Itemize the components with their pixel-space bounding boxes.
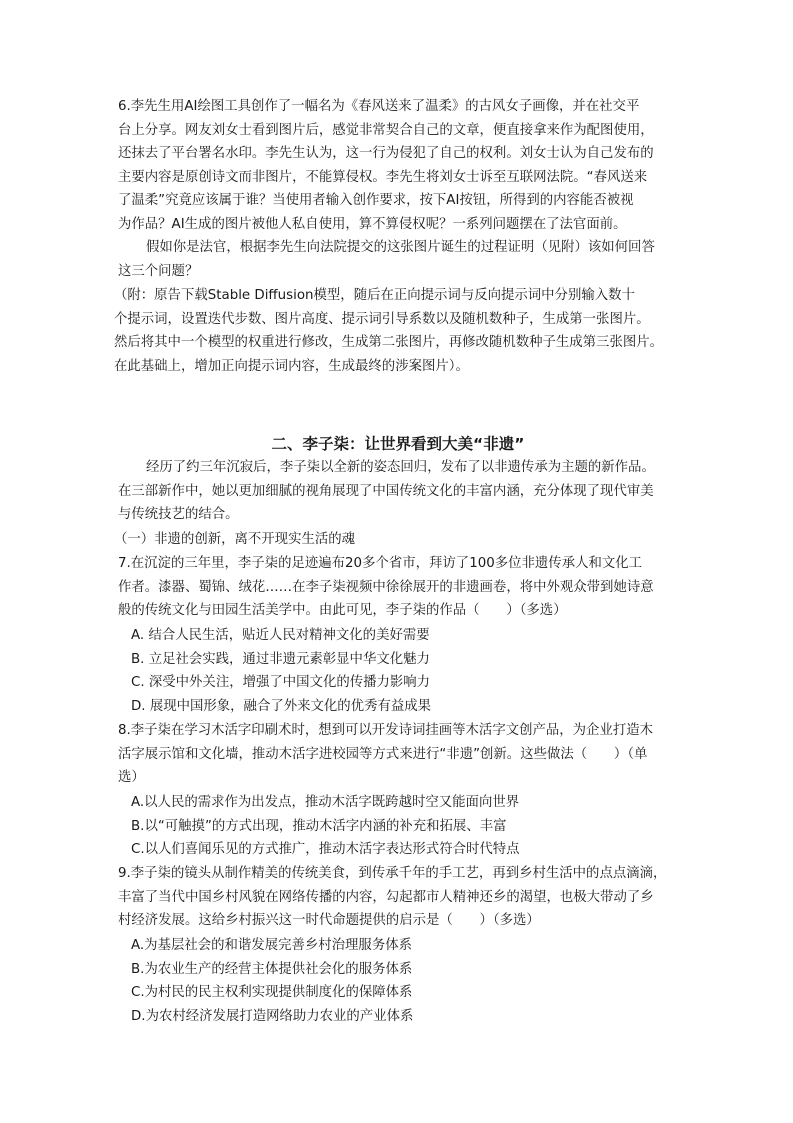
text-line: 个提示词，设置迭代步数、图片高度、提示词引导系数以及随机数种子，生成第一张图片。: [114, 311, 650, 327]
option-a: A. 结合人民生活，贴近人民对精神文化的美好需要: [131, 628, 430, 643]
text-line: 7.在沉淀的三年里，李子柒的足迹遍布20多个省市，拜访了100多位非遗传承人和文化工: [118, 556, 643, 571]
question-8-text: [118, 719, 698, 790]
question-7-options: [118, 624, 698, 718]
text-line: 村经济发展。这给乡村振兴这一时代命题提供的启示是（ ）（多选）: [118, 913, 540, 929]
question-8-options: [118, 791, 698, 862]
text-line: 与传统技艺的结合。: [118, 507, 239, 523]
text-line: （一）非遗的创新，离不开现实生活的魂: [114, 532, 356, 547]
text-line: 经历了约三年沉寂后，李子柒以全新的姿态回归，发布了以非遗传承为主题的新作品。: [146, 460, 655, 475]
text-line: 在此基础上，增加正向提示词内容，生成最终的涉案图片）。: [114, 358, 469, 374]
text-line: 了温柔”究竟应该属于谁？当使用者输入创作要求，按下AI按钮，所得到的内容能否被视: [118, 193, 634, 209]
option-a: A.以人民的需求作为出发点，推动木活字既跨越时空又能面向世界: [131, 795, 520, 810]
text-line: （附：原告下载Stable Diffusion模型，随后在正向提示词与反向提示词中分别输入数十: [114, 288, 635, 303]
option-c: C. 深受中外关注，增强了中国文化的传播力影响力: [131, 675, 431, 691]
question-6-appendix: [114, 284, 694, 378]
option-b: B.以“可触摸”的方式出现，推动木活字内涵的补充和拓展、丰富: [131, 818, 507, 834]
option-c: C.为村民的民主权利实现提供制度化的保障体系: [131, 985, 413, 1001]
text-line: 6.李先生用AI绘图工具创作了一幅名为《春风送来了温柔》的古风女子画像，并在社交平: [118, 99, 640, 114]
text-line: 在三部新作中，她以更加细腻的视角展现了中国传统文化的丰富内涵，充分体现了现代审美: [118, 483, 654, 499]
text-line: 台上分享。网友刘女士看到图片后，感觉非常契合自己的文章，便直接拿来作为配图使用，: [118, 122, 654, 138]
text-line: 活字展示馆和文化墙，推动木活字进校园等方式来进行“非遗”创新。这些做法（ ）（单: [118, 746, 648, 762]
text-line: 般的传统文化与田园生活美学中。由此可见，李子柒的作品（ ）（多选）: [118, 603, 567, 619]
text-line: 丰富了当代中国乡村风貌在网络传播的内容，勾起都市人精神还乡的渴望，也极大带动了乡: [118, 889, 654, 905]
text-line: 这三个问题？: [118, 263, 199, 279]
question-6-text: [118, 95, 698, 237]
text-line: 还抹去了平台署名水印。李先生认为，这一行为侵犯了自己的权利。刘女士认为自己发布的: [118, 146, 654, 162]
question-7-text: [118, 552, 698, 623]
option-c: C.以人们喜闻乐见的方式推广，推动木活字表达形式符合时代特点: [131, 842, 520, 858]
question-9-text: [118, 862, 698, 933]
text-line: 为作品？AI生成的图片被他人私自使用，算不算侵权呢？一系列问题摆在了法官面前。: [118, 216, 627, 232]
option-a: A.为基层社会的和谐发展完善乡村治理服务体系: [131, 938, 412, 953]
text-line: 选）: [118, 770, 145, 786]
option-d: D. 展现中国形象，融合了外来文化的优秀有益成果: [131, 698, 432, 714]
text-line: 主要内容是原创诗文而非图片，不能算侵权。李先生将刘女士诉至互联网法院。“春风送来: [118, 169, 648, 185]
text-line: 8.李子柒在学习木活字印刷术时，想到可以开发诗词挂画等木活字文创产品，为企业打造木: [118, 723, 654, 738]
text-line: 作者。漆器、蜀锦、绒花……在李子柒视频中徐徐展开的非遗画卷，将中外观众带到她诗意: [118, 579, 654, 595]
section-title: 二、李子柒：让世界看到大美“非遗”: [271, 435, 525, 453]
text-line: 9.李子柒的镜头从制作精美的传统美食，到传承千年的手工艺，再到乡村生活中的点点滴滴，: [118, 866, 667, 881]
option-b: B.为农业生产的经营主体提供社会化的服务体系: [131, 961, 413, 977]
subsection-title: [114, 528, 694, 552]
question-6-prompt: [118, 236, 698, 283]
text-line: 然后将其中一个模型的权重进行修改，生成第二张图片，再修改随机数种子生成第三张图片。: [114, 335, 664, 351]
text-line: 假如你是法官，根据李先生向法院提交的这张图片诞生的过程证明（见附）该如何回答: [146, 240, 655, 255]
option-b: B. 立足社会实践，通过非遗元素彰显中华文化魅力: [131, 651, 430, 667]
question-9-options: [118, 934, 698, 1028]
section-intro: [118, 456, 698, 527]
option-d: D.为农村经济发展打造网络助力农业的产业体系: [131, 1008, 414, 1024]
